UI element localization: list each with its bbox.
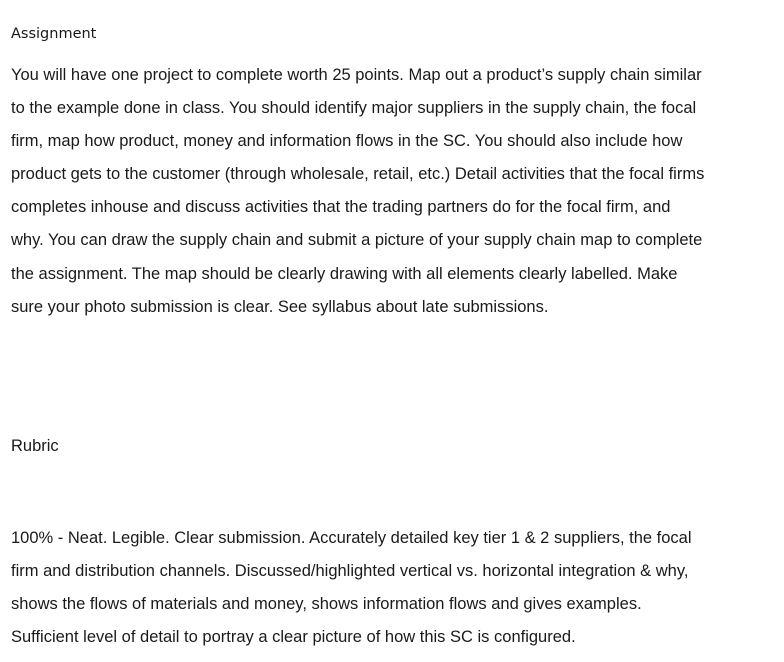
assignment-line: You will have one project to complete worth 25 points. Map out a product’s supply chain similar [11, 66, 702, 84]
assignment-line: product gets to the customer (through wholesale, retail, etc.) Detail activities that the focal firms [11, 165, 705, 184]
assignment-line: sure your photo submission is clear. See syllabus about late submissions. [11, 297, 549, 316]
assignment-line: to the example done in class. You should identify major suppliers in the supply chain, the focal [11, 99, 697, 118]
rubric-heading: Rubric [11, 437, 59, 455]
rubric-line: 100% - Neat. Legible. Clear submission. Accurately detailed key tier 1 & 2 suppliers, the focal [11, 529, 692, 547]
assignment-line: the assignment. The map should be clearly drawing with all elements clearly labelled. Make [11, 264, 678, 283]
assignment-line: completes inhouse and discuss activities that the trading partners do for the focal firm, and [11, 198, 671, 217]
assignment-paragraph [11, 65, 771, 330]
rubric-line: shows the flows of materials and money, shows information flows and gives examples. [11, 595, 642, 614]
assignment-line: firm, map how product, money and information flows in the SC. You should also include how [11, 132, 683, 151]
rubric-line: firm and distribution channels. Discussed/highlighted vertical vs. horizontal integration & why, [11, 562, 689, 581]
assignment-line: why. You can draw the supply chain and submit a picture of your supply chain map to complete [11, 231, 703, 250]
rubric-paragraph [11, 528, 771, 660]
assignment-heading: Assignment [11, 26, 97, 42]
rubric-line: Sufficient level of detail to portray a clear picture of how this SC is configured. [11, 628, 576, 647]
